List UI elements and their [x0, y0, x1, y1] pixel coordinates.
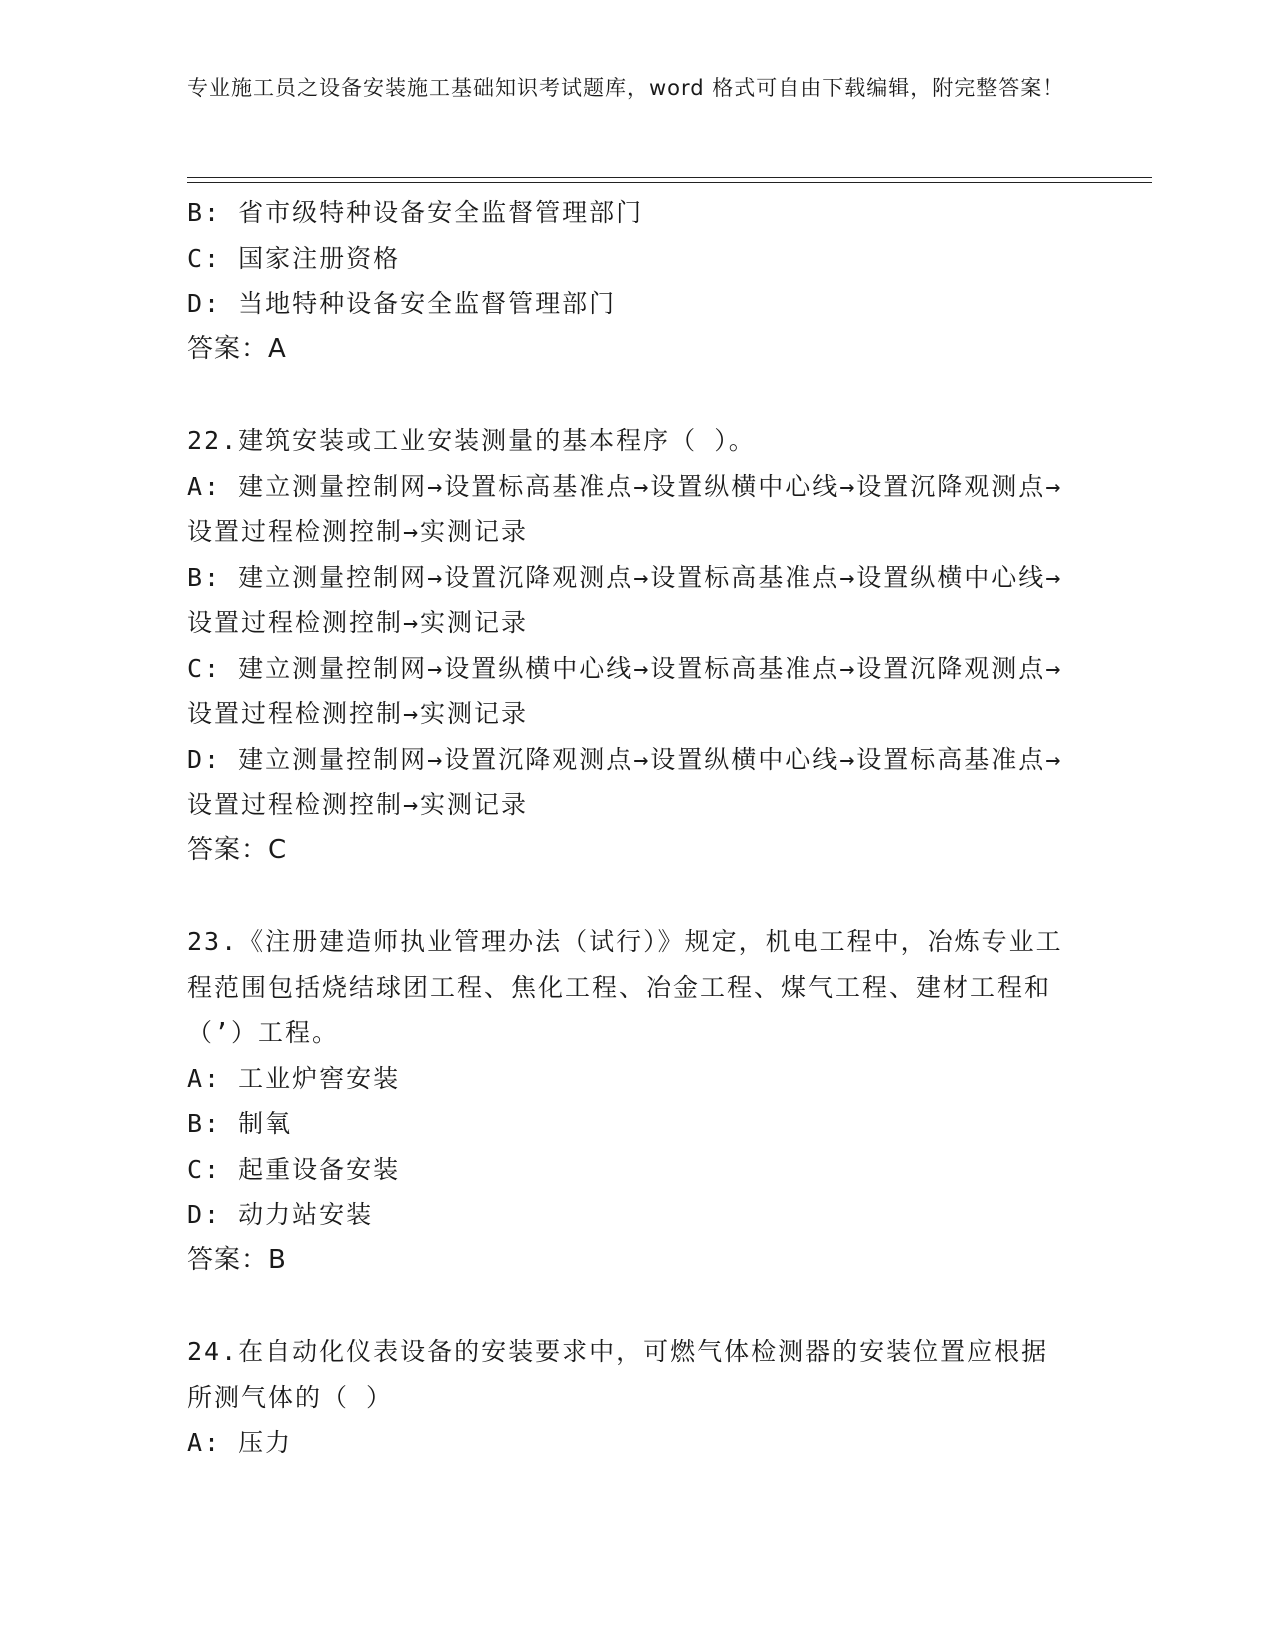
- question-24-block: [187, 1329, 1067, 1466]
- question-text: 22.建筑安装或工业安装测量的基本程序（ ）。: [187, 426, 756, 455]
- option-c: C: 起重设备安装: [187, 1154, 401, 1184]
- option-d: D: 当地特种设备安全监督管理部门: [187, 289, 617, 318]
- option-d: D: 建立测量控制网→设置沉降观测点→设置纵横中心线→设置标高基准点→设置过程检测控制→实测记录: [187, 744, 1063, 819]
- option-c: C: 国家注册资格: [187, 243, 401, 273]
- question-21-block: [187, 190, 1067, 372]
- question-text: 23.《注册建造师执业管理办法（试行）》规定，机电工程中，冶炼专业工程范围包括烧结球团工程、焦化工程、冶金工程、煤气工程、建材工程和（’）工程。: [187, 927, 1063, 1047]
- answer-label: 答案：B: [187, 1244, 287, 1275]
- option-d: D: 动力站安装: [187, 1200, 374, 1229]
- question-text: 24.在自动化仪表设备的安装要求中，可燃气体检测器的安装位置应根据所测气体的（ ）: [187, 1337, 1049, 1412]
- question-content: [187, 190, 1067, 1466]
- option-b: B: 省市级特种设备安全监督管理部门: [187, 198, 644, 227]
- spacer: [187, 372, 1067, 418]
- option-b: B: 制氧: [187, 1109, 293, 1138]
- option-a: A: 建立测量控制网→设置标高基准点→设置纵横中心线→设置沉降观测点→设置过程检测控制→实测记录: [187, 471, 1063, 546]
- question-23-block: [187, 919, 1067, 1283]
- option-a: A: 压力: [187, 1428, 293, 1457]
- option-c: C: 建立测量控制网→设置纵横中心线→设置标高基准点→设置沉降观测点→设置过程检测控制→实测记录: [187, 653, 1063, 728]
- option-b: B: 建立测量控制网→设置沉降观测点→设置标高基准点→设置纵横中心线→设置过程检测控制→实测记录: [187, 562, 1063, 637]
- option-a: A: 工业炉窖安装: [187, 1063, 401, 1093]
- question-22-block: [187, 418, 1067, 873]
- header-divider-top: [187, 177, 1152, 178]
- spacer: [187, 1283, 1067, 1329]
- header-divider-bottom: [187, 182, 1152, 183]
- spacer: [187, 873, 1067, 919]
- answer-label: 答案：C: [187, 834, 288, 865]
- answer-label: 答案：A: [187, 333, 287, 364]
- page-header: 专业施工员之设备安装施工基础知识考试题库，word 格式可自由下载编辑，附完整答案！: [187, 76, 1065, 100]
